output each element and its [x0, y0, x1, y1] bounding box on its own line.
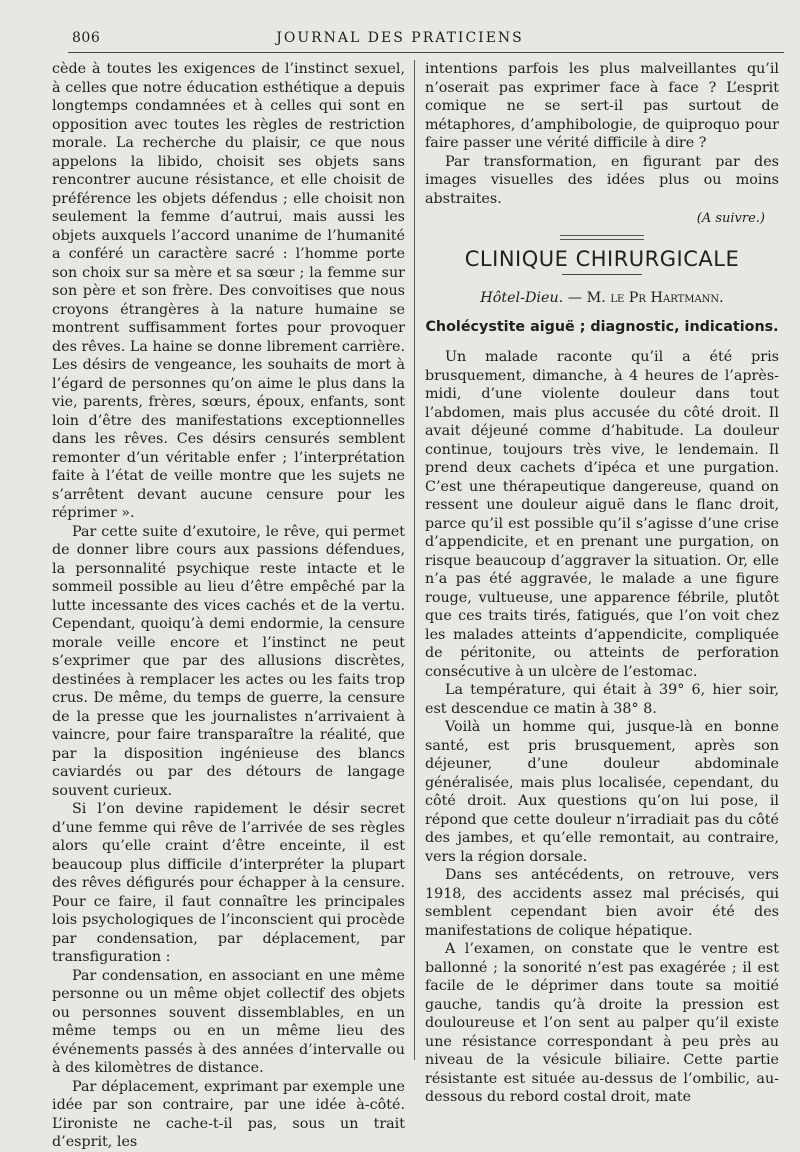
- left-column: [52, 60, 405, 1152]
- paragraph: Si l’on devine rapidement le désir secret d’une femme qui rêve de l’arrivée de ses règles alors qu’elle craint d’être enceinte, il est beaucoup plus difficile d’interpréter la plupart des rêves défigurés pour échapper à la censure. Pour ce faire, il faut connaître les principales lois psychologiques de l’inconscient qui procède par condensation, par déplacement, par transfiguration :: [52, 801, 405, 965]
- paragraph: Par déplacement, exprimant par exemple une idée par son contraire, par une idée à-côté. L’ironiste ne cache-t-il pas, sous un trait d’esprit, les: [52, 1078, 405, 1150]
- column-divider: [414, 60, 415, 1060]
- paragraph: Voilà un homme qui, jusque-là en bonne santé, est pris brusquement, après son déjeuner, d’une douleur abdominale généralisée, mais plus localisée, cependant, du côté droit. Aux questions qu’on lui pose, il répond que cette douleur n’irradiait pas du côté des jambes, et qu’elle remontait, au contraire, vers la région dorsale.: [425, 719, 779, 865]
- page-number: 806: [72, 30, 101, 46]
- journal-title: JOURNAL DES PRATICIENS: [276, 30, 524, 46]
- paragraph: Dans ses antécédents, on retrouve, vers 1918, des accidents assez mal précisés, qui semblent cependant bien avoir été des manifestations de colique hépatique.: [425, 867, 779, 939]
- paragraph: intentions parfois les plus malveillantes qu’il n’oserait pas exprimer face à face ? L’esprit comique ne se sert-il pas surtout de métaphores, d’amphibologie, de quiproquo pour faire passer une vérité difficile à dire ?: [425, 61, 779, 151]
- paragraph: Par condensation, en associant en une même personne ou un même objet collectif des objets ou personnes souvent dissemblables, en un même temps ou en un même lieu des événements passés à des années d’intervalle ou à des kilomètres de distance.: [52, 967, 405, 1076]
- article-subtitle: Cholécystite aiguë ; diagnostic, indications.: [425, 318, 779, 335]
- section-separator: [560, 235, 644, 240]
- paragraph: Un malade raconte qu’il a été pris brusquement, dimanche, à 4 heures de l’après-midi, d’une violente douleur dans tout l’abdomen, mais plus accusée du côté droit. Il avait déjeuné comme d’habitude. La douleur continue, toujours très vive, le lendemain. Il prend deux cachets d’ipéca et une purgation. C’est une thérapeutique dangereuse, quand on ressent une douleur aiguë dans le flanc droit, parce qu’il est possible qu’il s’agisse d’une crise d’appendicite, et en prenant une purgation, on risque beaucoup d’aggraver la situation. Or, elle n’a pas été aggravée, le malade a une figure rouge, vultueuse, une apparence fébrile, plutôt que ces traits tirés, fatigués, que l’on voit chez les malades atteints d’appendicite, compliquée de péritonite, ou atteints de perforation consécutive à un ulcère de l’estomac.: [425, 349, 779, 680]
- section-title: CLINIQUE CHIRURGICALE: [464, 246, 740, 271]
- byline-place: Hôtel-Dieu.: [480, 290, 564, 306]
- byline-author: — M. le Pr Hartmann.: [567, 290, 724, 306]
- title-underline: [562, 274, 642, 275]
- header-rule: [68, 52, 784, 53]
- page-header: [0, 0, 800, 56]
- paragraph: Par transformation, en figurant par des images visuelles des idées plus ou moins abstraites.: [425, 153, 779, 207]
- paragraph: La température, qui était à 39° 6, hier soir, est descendue ce matin à 38° 8.: [425, 682, 779, 717]
- paragraph: Par cette suite d’exutoire, le rêve, qui permet de donner libre cours aux passions défendues, la personnalité psychique reste intacte et le sommeil possible au lieu d’être empêché par la lutte incessante des vices cachés et de la vertu. Cependant, quoiqu’à demi endormie, la censure morale veille encore et l’instinct ne peut s’exprimer que par des allusions discrètes, destinées à remplacer les actes ou les faits trop crus. De même, du temps de guerre, la censure de la presse que les journalistes n’arrivaient à vaincre, pour faire transparaître la réalité, que par la disposition ingénieuse des blancs caviardés ou par des détours de langage souvent curieux.: [52, 523, 405, 799]
- paragraph: A l’examen, on constate que le ventre est ballonné ; la sonorité n’est pas exagérée ; il est facile de le déprimer dans toute sa moitié gauche, tandis qu’à droite la pression est douloureuse et l’on sent au palper qu’il existe une résistance correspondant à peu près au niveau de la vésicule biliaire. Cette partie résistante est située au-dessus de l’ombilic, au-dessous du rebord costal droit, mate: [425, 941, 779, 1105]
- right-column: [425, 60, 779, 1107]
- paragraph: cède à toutes les exigences de l’instinct sexuel, à celles que notre éducation esthétique a depuis longtemps condamnées et à celles qui sont en opposition avec toutes les règles de restriction morale. La recherche du plaisir, ce que nous appelons la libido, choisit ses objets sans rencontrer aucune résistance, et elle choisit de préférence les objets défendus ; elle choisit non seulement la femme d’autrui, mais aussi les objets auxquels l’accord unanime de l’humanité a conféré un caractère sacré : l’homme porte son choix sur sa mère et sa sœur ; la femme sur son père et son frère. Des convoitises que nous croyons étrangères à la nature humaine se montrent suffisamment fortes pour provoquer des rêves. La haine se donne librement carrière. Les désirs de vengeance, les souhaits de mort à l’égard de personnes qu’on aime le plus dans la vie, parents, frères, sœurs, époux, enfants, sont loin d’être des manifestations exceptionnelles dans les rêves. Ces désirs censurés semblent remonter d’un véritable enfer ; l’interprétation faite à l’état de veille montre que les sujets ne s’arrêtent devant aucune censure pour les réprimer ».: [52, 61, 405, 521]
- to-be-continued: (A suivre.): [696, 211, 765, 226]
- byline: [425, 289, 779, 308]
